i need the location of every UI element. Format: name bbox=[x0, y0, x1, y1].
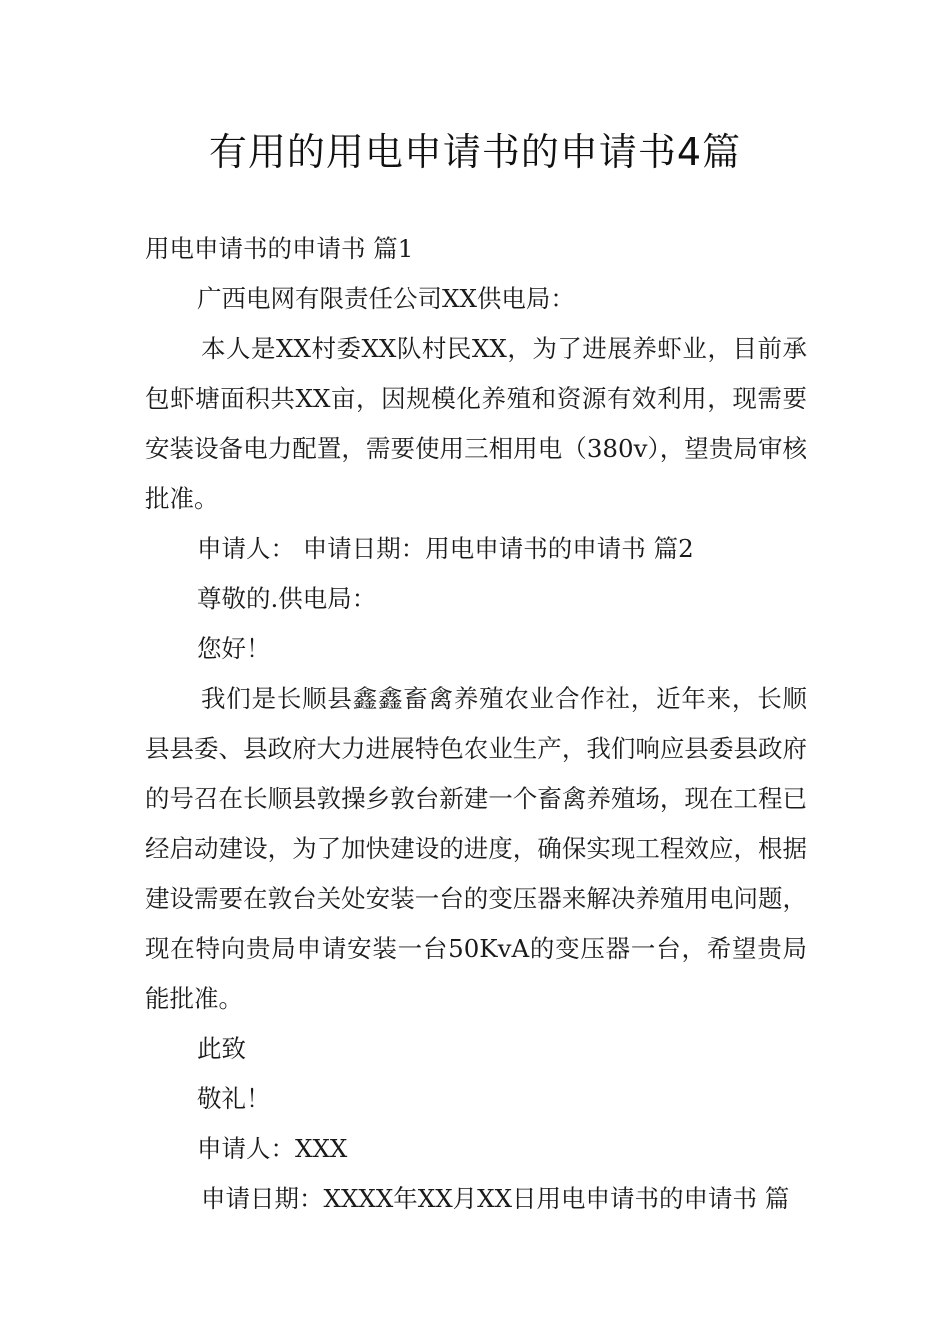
closing-1: 此致 bbox=[197, 1034, 246, 1063]
applicant-date-line-1: 申请人： 申请日期：用电申请书的申请书 篇2 bbox=[197, 534, 694, 563]
body-paragraph-1: 本人是XX村委XX队村民XX，为了进展养虾业，目前承包虾塘面积共XX亩，因规模化养殖和资源有效利用，现需要安装设备电力配置，需要使用三相用电（380v），望贵局审核批准。 bbox=[145, 334, 807, 513]
greeting: 您好！ bbox=[197, 634, 271, 663]
closing-2: 敬礼！ bbox=[197, 1084, 271, 1113]
salutation-2: 尊敬的.供电局： bbox=[197, 584, 377, 613]
salutation-1: 广西电网有限责任公司XX供电局： bbox=[197, 284, 575, 313]
document-body bbox=[145, 224, 807, 1224]
applicant-line: 申请人：XXX bbox=[197, 1134, 348, 1163]
date-line: 申请日期：XXXX年XX月XX日用电申请书的申请书 篇 bbox=[201, 1184, 790, 1213]
section-heading-1: 用电申请书的申请书 篇1 bbox=[145, 234, 414, 263]
document-title: 有用的用电申请书的申请书4篇 bbox=[208, 130, 742, 174]
body-paragraph-2: 我们是长顺县鑫鑫畜禽养殖农业合作社，近年来，长顺县县委、县政府大力进展特色农业生产，我们响应县委县政府的号召在长顺县敦操乡敦台新建一个畜禽养殖场，现在工程已经启动建设，为了加快建设的进度，确保实现工程效应，根据建设需要在敦台关处安装一台的变压器来解决养殖用电问题，现在特向贵局申请安装一台50KvA的变压器一台，希望贵局能批准。 bbox=[145, 684, 807, 1013]
